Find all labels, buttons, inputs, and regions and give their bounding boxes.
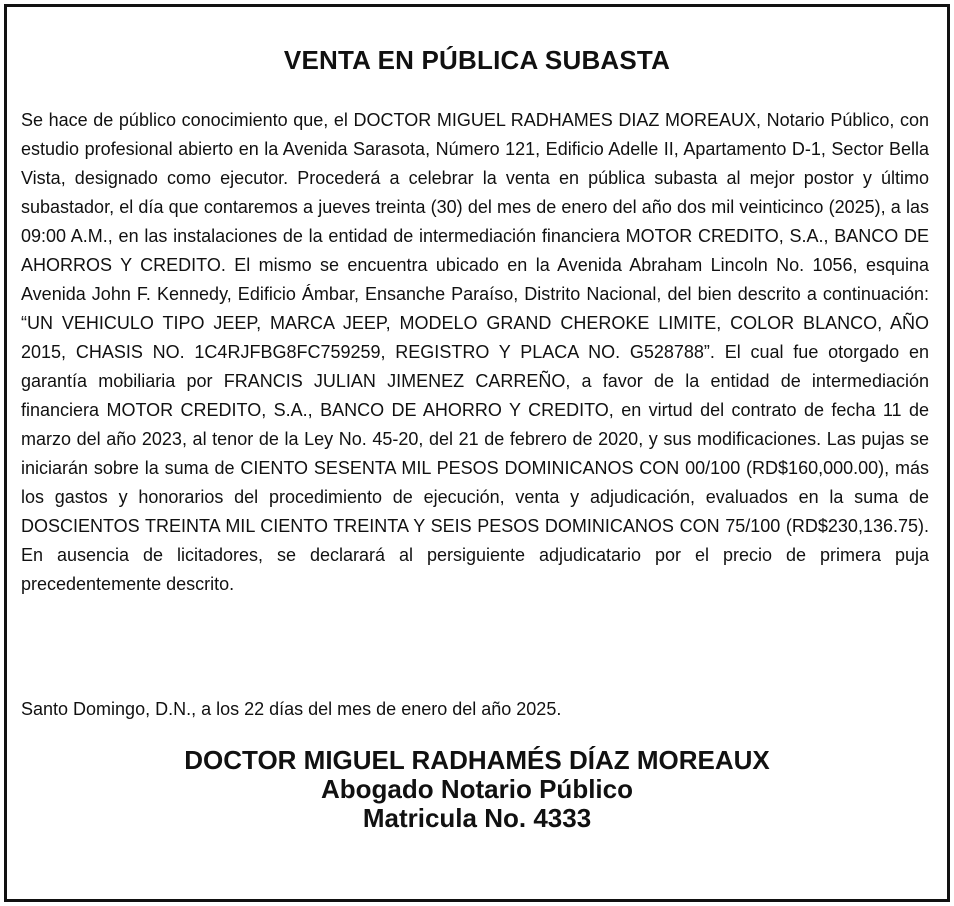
signatory-role: Abogado Notario Público — [321, 774, 633, 804]
signatory-name: DOCTOR MIGUEL RADHAMÉS DÍAZ MOREAUX — [184, 745, 770, 775]
notice-body: Se hace de público conocimiento que, el DOCTOR MIGUEL RADHAMES DIAZ MOREAUX, Notario Público, con estudio profesional abierto en la Avenida Sarasota, Número 121, Edificio Adelle II, Apartamento D-1, Sector Bella Vista, designado como ejecutor. Procederá a celebrar la venta en pública subasta al mejor postor y último subastador, el día que contaremos a jueves treinta (30) del mes de enero del año dos mil veinticinco (2025), a las 09:00 A.M., en las instalaciones de la entidad de intermediación financiera MOTOR CREDITO, S.A., BANCO DE AHORROS Y CREDITO. El mismo se encuentra ubicado en la Avenida Abraham Lincoln No. 1056, esquina Avenida John F. Kennedy, Edificio Ámbar, Ensanche Paraíso, Distrito Nacional, del bien descrito a continuación: “UN VEHICULO TIPO JEEP, MARCA JEEP, MODELO GRAND CHEROKE LIMITE, COLOR BLANCO, AÑO 2015, CHASIS NO. 1C4RJFBG8FC759259, REGISTRO Y PLACA NO. G528788”. El cual fue otorgado en garantía mobiliaria por FRANCIS JULIAN JIMENEZ CARREÑO, a favor de la entidad de intermediación financiera MOTOR CREDITO, S.A., BANCO DE AHORRO Y CREDITO, en virtud del contrato de fecha 11 de marzo del año 2023, al tenor de la Ley No. 45-20, del 21 de febrero de 2020, y sus modificaciones. Las pujas se iniciarán sobre la suma de CIENTO SESENTA MIL PESOS DOMINICANOS CON 00/100 (RD$160,000.00), más los gastos y honorarios del procedimiento de ejecución, venta y adjudicación, evaluados en la suma de DOSCIENTOS TREINTA MIL CIENTO TREINTA Y SEIS PESOS DOMINICANOS CON 75/100 (RD$230,136.75). En ausencia de licitadores, se declarará al persiguiente adjudicatario por el precio de primera puja precedentemente descrito. — [21, 110, 929, 594]
notice-title: VENTA EN PÚBLICA SUBASTA — [283, 45, 671, 75]
place-and-date: Santo Domingo, D.N., a los 22 días del mes de enero del año 2025. — [21, 699, 562, 719]
signatory-registration: Matricula No. 4333 — [362, 803, 592, 833]
auction-notice — [4, 4, 950, 902]
signature-block — [7, 746, 947, 833]
